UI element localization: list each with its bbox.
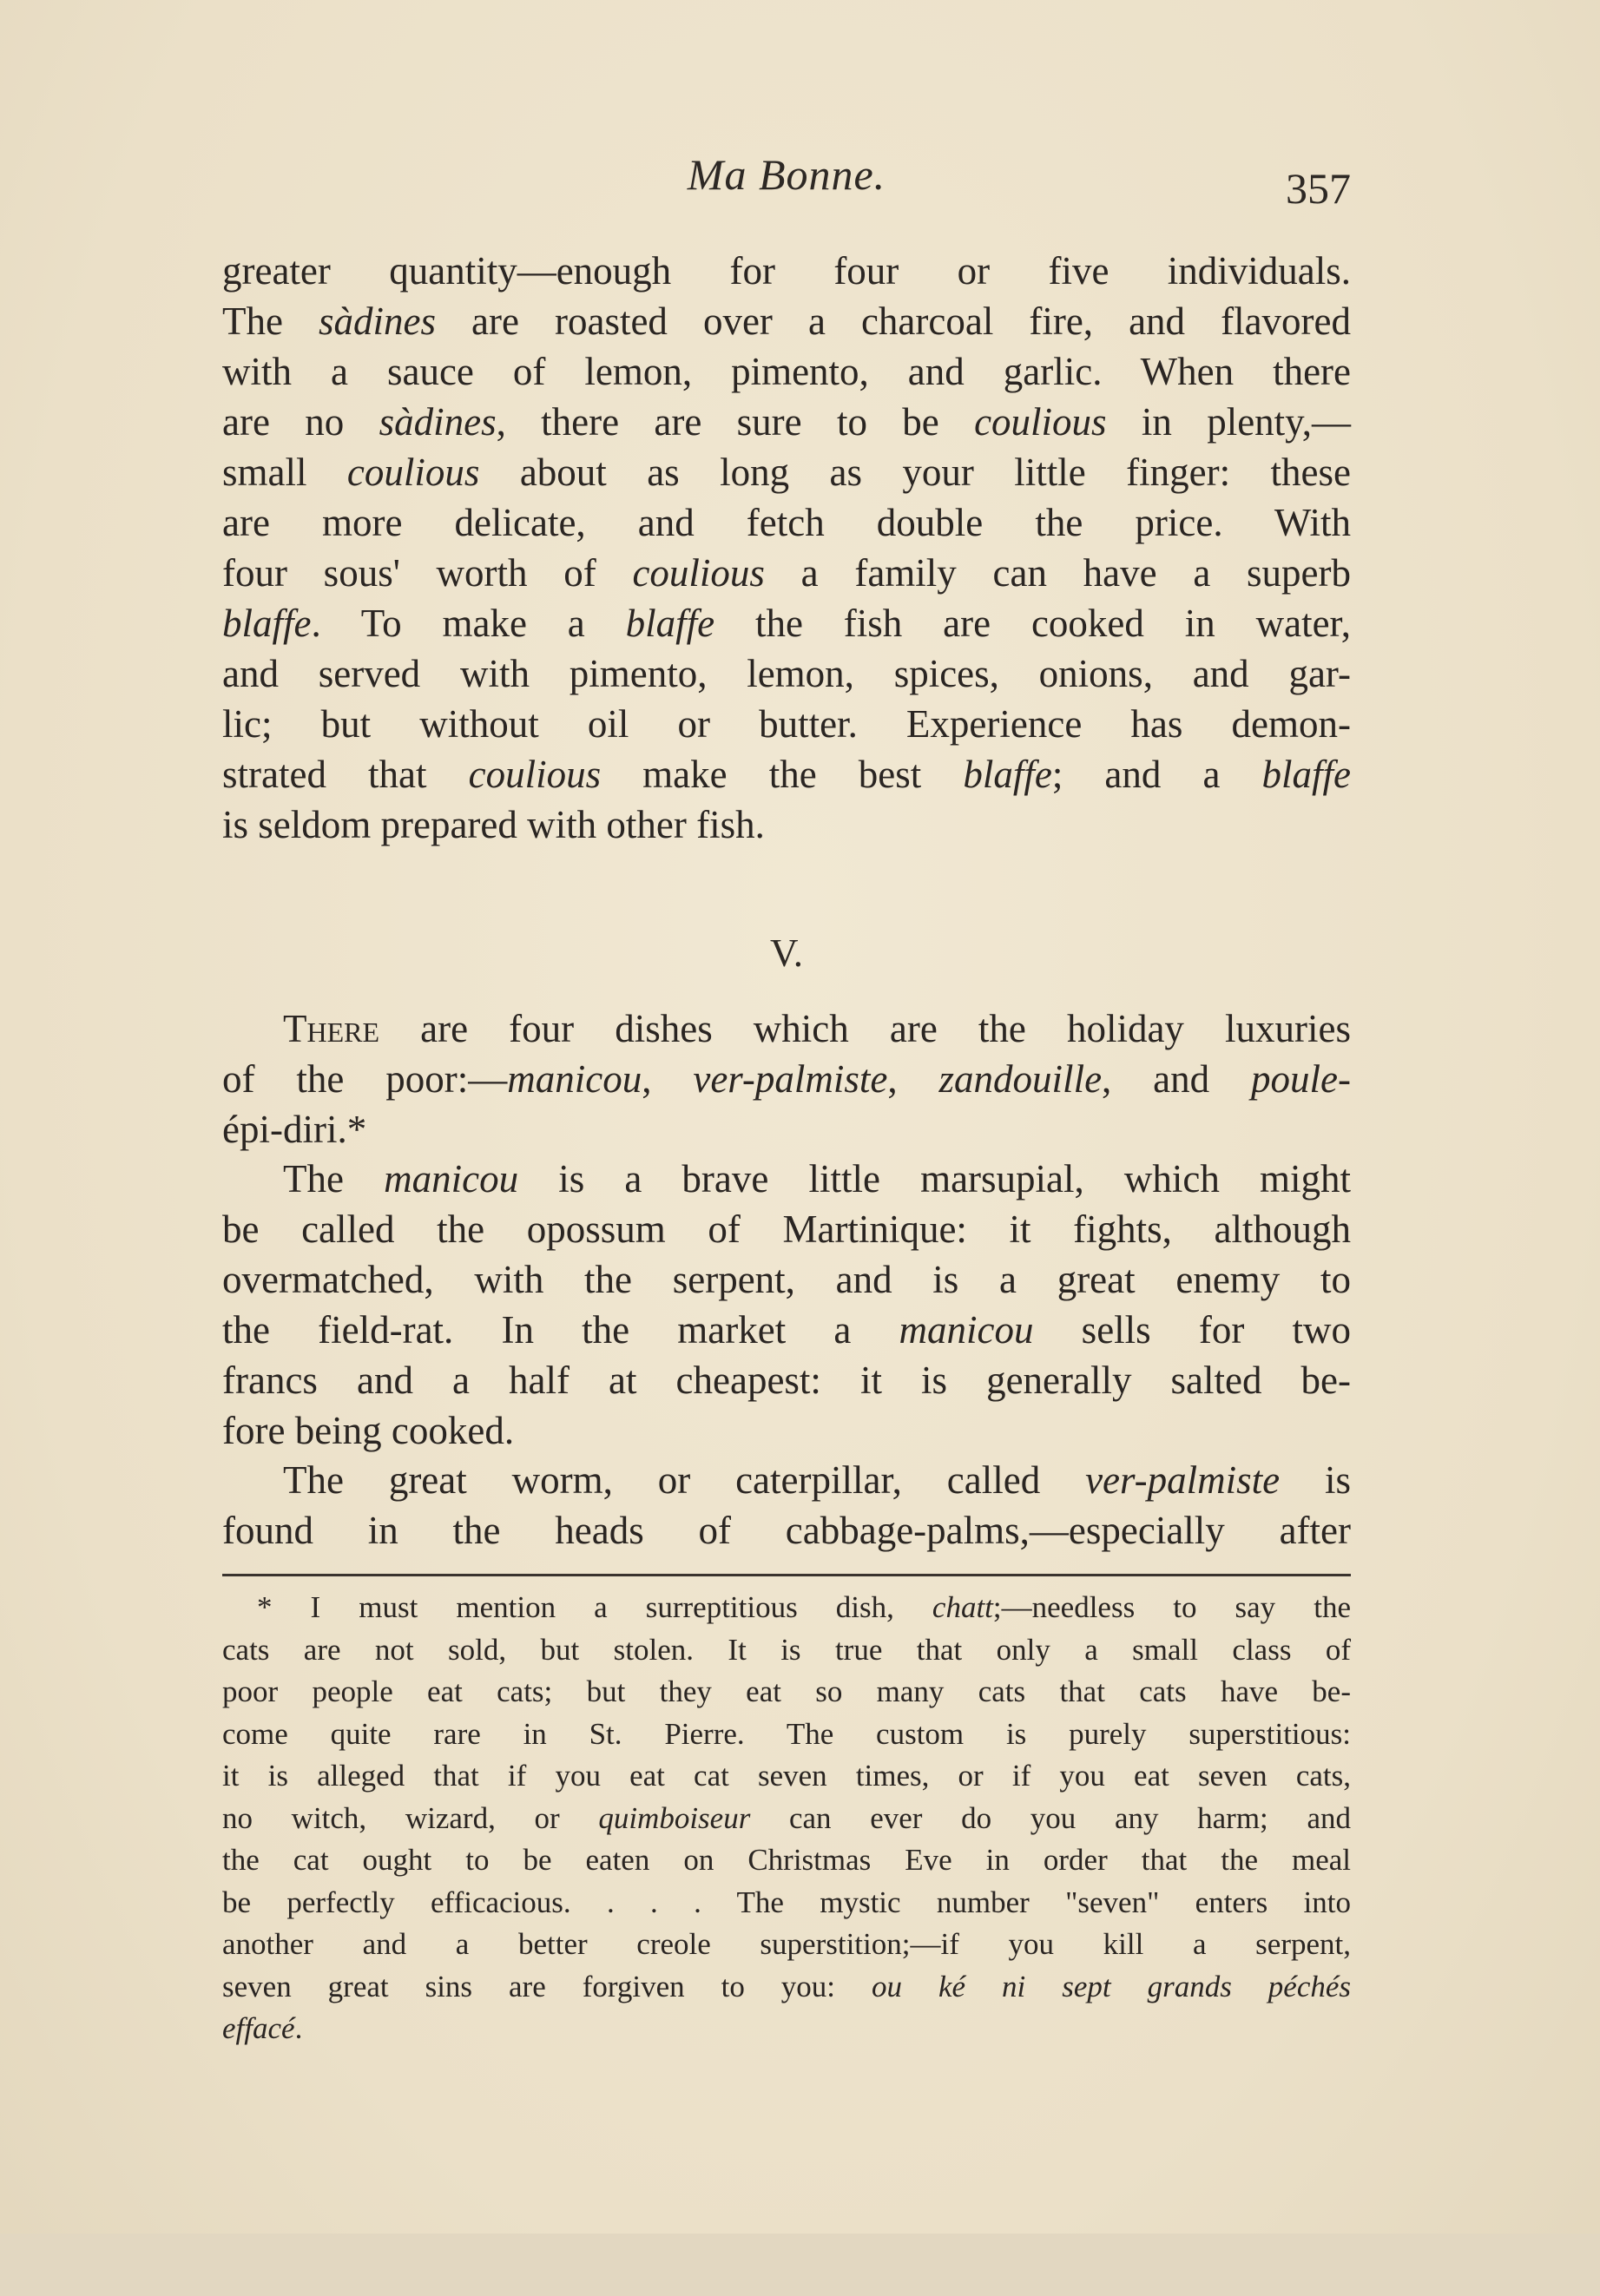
text-line: are more delicate, and fetch double the price. With (222, 501, 1351, 544)
text-line: found in the heads of cabbage-palms,—especially after (222, 1509, 1351, 1552)
footnote-line: the cat ought to be eaten on Christmas Eve in order that the meal (222, 1843, 1351, 1877)
footnote-line: seven great sins are forgiven to you: ou ké ni sept grands péchés (222, 1969, 1352, 2003)
paragraph-manicou (222, 1154, 1351, 1456)
footnote-line: no witch, wizard, or quimboiseur can ever do you any harm; and (222, 1800, 1351, 1835)
footnote-line: be perfectly efficacious. . . . The mystic number "seven" enters into (222, 1885, 1351, 1919)
scan-bottom-edge (0, 2234, 1600, 2296)
text-line: four sous' worth of coulious a family can have a superb (222, 551, 1351, 595)
footnote-divider (222, 1574, 1351, 1576)
text-line: blaffe. To make a blaffe the fish are cooked in water, (222, 602, 1351, 645)
text-line: épi-diri.* (222, 1108, 367, 1151)
footnote-line: poor people eat cats; but they eat so many cats that cats have be- (222, 1674, 1351, 1708)
text-line: greater quantity—enough for four or five individuals. (222, 249, 1351, 293)
text-line: and served with pimento, lemon, spices, onions, and gar- (222, 652, 1351, 695)
running-title: Ma Bonne. (687, 150, 886, 199)
footnote-line: another and a better creole superstition;—if you kill a serpent, (222, 1927, 1351, 1961)
text-line: lic; but without oil or butter. Experience has demon- (222, 702, 1351, 746)
section-heading: V. (770, 931, 803, 975)
footnote-line: it is alleged that if you eat cat seven times, or if you eat seven cats, (222, 1759, 1351, 1793)
text-line: The great worm, or caterpillar, called ver-palmiste is (283, 1458, 1351, 1502)
text-line: small coulious about as long as your little finger: these (222, 451, 1351, 494)
footnote-line: * I must mention a surreptitious dish, chatt;—needless to say the (257, 1590, 1351, 1624)
paragraph-ver-palmiste (222, 1455, 1351, 1556)
text-line: The manicou is a brave little marsupial, which might (283, 1157, 1351, 1201)
paragraph-continuation (222, 246, 1351, 850)
text-line: is seldom prepared with other fish. (222, 803, 765, 846)
text-line: strated that coulious make the best blaffe; and a blaffe (222, 753, 1351, 796)
text-line: overmatched, with the serpent, and is a great enemy to (222, 1258, 1351, 1301)
text-line: are no sàdines, there are sure to be coulious in plenty,— (222, 400, 1352, 444)
footnote-line: come quite rare in St. Pierre. The custom is purely superstitious: (222, 1716, 1351, 1751)
footnote (222, 1587, 1351, 2050)
text-line: of the poor:—manicou, ver-palmiste, zandouille, and poule- (222, 1057, 1352, 1101)
text-line: There are four dishes which are the holiday luxuries (283, 1007, 1351, 1050)
text-line: francs and a half at cheapest: it is generally salted be- (222, 1359, 1351, 1402)
text-line: The sàdines are roasted over a charcoal fire, and flavored (222, 299, 1352, 343)
page-number: 357 (1286, 164, 1351, 213)
page-header (222, 149, 1351, 219)
footnote-line: cats are not sold, but stolen. It is true that only a small class of (222, 1632, 1351, 1667)
footnote-line: effacé. (222, 2011, 303, 2045)
text-line: the field-rat. In the market a manicou sells for two (222, 1308, 1351, 1352)
text-line: fore being cooked. (222, 1409, 515, 1452)
paragraph-holiday-dishes (222, 1003, 1351, 1155)
text-line: with a sauce of lemon, pimento, and garlic. When there (222, 350, 1351, 393)
text-line: be called the opossum of Martinique: it fights, although (222, 1207, 1351, 1251)
